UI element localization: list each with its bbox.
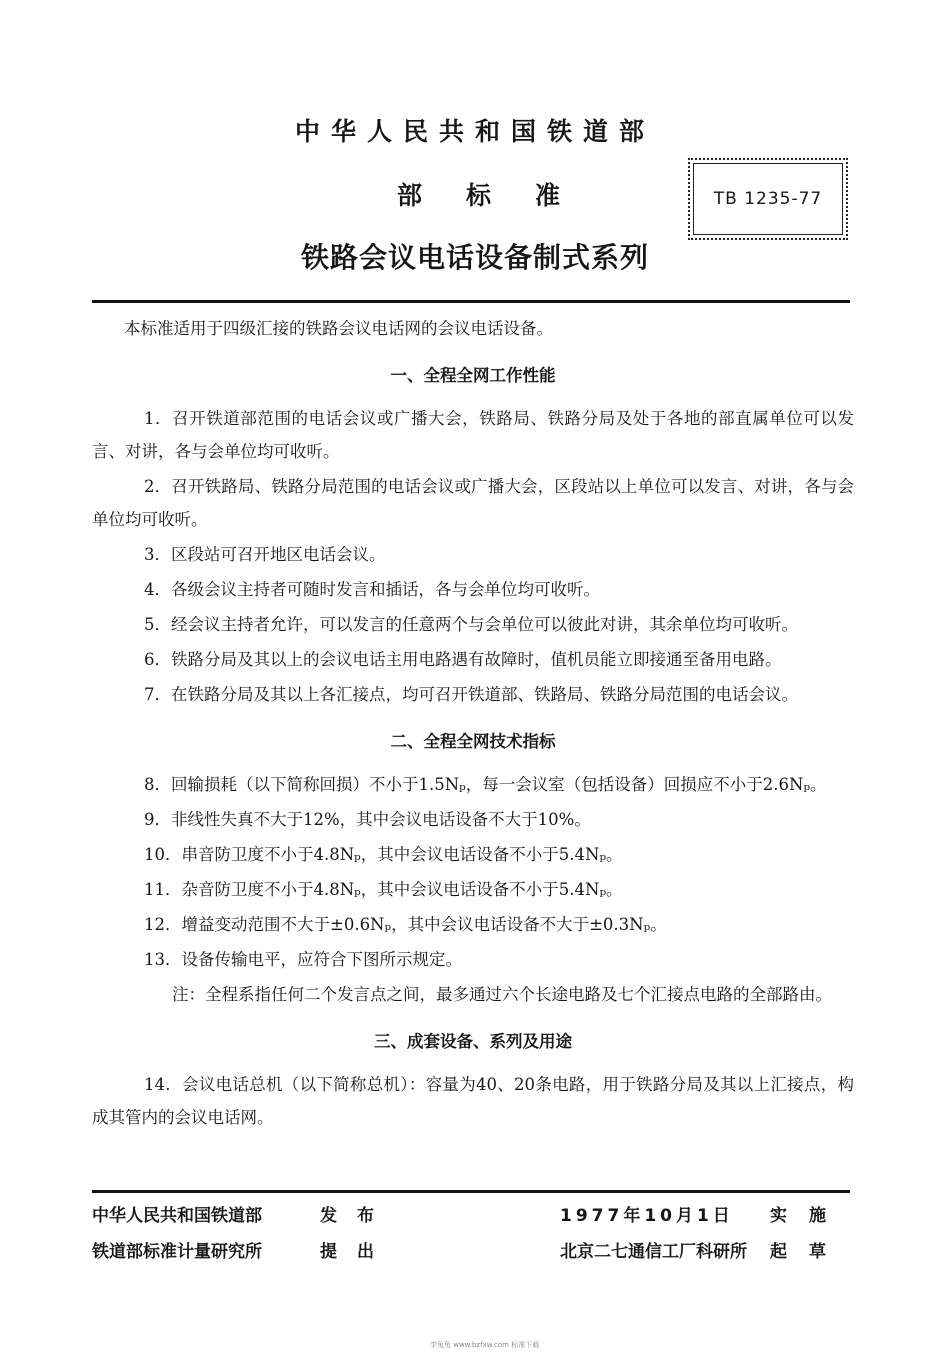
section-heading: 一、全程全网工作性能	[390, 366, 556, 385]
proposal-row	[92, 1234, 854, 1270]
drafter-action: 起草	[770, 1242, 848, 1262]
clause-7: 7．在铁路分局及其以上各汇接点，均可召开铁道部、铁路局、铁路分局范围的电话会议。	[144, 685, 798, 704]
section-heading: 三、成套设备、系列及用途	[374, 1032, 572, 1051]
standard-code-box	[688, 158, 848, 240]
drafter-org: 北京二七通信工厂科研所	[560, 1242, 747, 1262]
clause-14: 14．会议电话总机（以下简称总机）：容量为40、20条电路，用于铁路分局及其以上汇接点，构成其管内的会议电话网。	[92, 1075, 854, 1127]
clause-11: 11．杂音防卫度不小于4.8Nₚ，其中会议电话设备不小于5.4Nₚ。	[144, 880, 623, 899]
proposer-action: 提出	[320, 1242, 394, 1262]
effective-date: 1977年10月1日	[560, 1206, 734, 1226]
intro-paragraph: 本标准适用于四级汇接的铁路会议电话网的会议电话设备。	[124, 319, 553, 338]
proposer-org: 铁道部标准计量研究所	[92, 1242, 262, 1262]
clause-3: 3．区段站可召开地区电话会议。	[144, 545, 386, 564]
watermark: 学兔兔 www.bzfxw.com 标准下载	[430, 1341, 540, 1349]
clause-1: 1．召开铁道部范围的电话会议或广播大会，铁路局、铁路分局及处于各地的部直属单位可以发言、对讲，各与会单位均可收听。	[92, 409, 854, 461]
clause-8: 8．回输损耗（以下简称回损）不小于1.5Nₚ，每一会议室（包括设备）回损应不小于2.6Nₚ。	[144, 775, 827, 794]
footer-divider	[92, 1190, 850, 1193]
header-divider	[92, 300, 850, 303]
clause-note: 注：全程系指任何二个发言点之间，最多通过六个长途电路及七个汇接点电路的全部路由。	[172, 985, 832, 1004]
clause-10: 10．串音防卫度不小于4.8Nₚ，其中会议电话设备不小于5.4Nₚ。	[144, 845, 623, 864]
clause-12: 12．增益变动范围不大于±0.6Nₚ，其中会议电话设备不大于±0.3Nₚ。	[144, 915, 667, 934]
issue-row	[92, 1198, 854, 1234]
publication-info	[92, 1198, 854, 1270]
clause-13: 13．设备传输电平，应符合下图所示规定。	[144, 950, 462, 969]
issuer-org: 中华人民共和国铁道部	[92, 1206, 262, 1226]
clause-9: 9．非线性失真不大于12%，其中会议电话设备不大于10%。	[144, 810, 591, 829]
section-heading: 二、全程全网技术指标	[390, 732, 556, 751]
effective-action: 实施	[770, 1206, 848, 1226]
clause-4: 4．各级会议主持者可随时发言和插话，各与会单位均可收听。	[144, 580, 600, 599]
clause-5: 5．经会议主持者允许，可以发言的任意两个与会单位可以彼此对讲，其余单位均可收听。	[144, 615, 798, 634]
document-body	[92, 312, 854, 1136]
clause-2: 2．召开铁路局、铁路分局范围的电话会议或广播大会，区段站以上单位可以发言、对讲，各与会单位均可收听。	[92, 477, 854, 529]
clause-6: 6．铁路分局及其以上的会议电话主用电路遇有故障时，值机员能立即接通至备用电路。	[144, 650, 782, 669]
standard-code: TB 1235-77	[713, 189, 823, 209]
ministry-name: 中华人民共和国铁道部	[294, 117, 655, 146]
document-title: 铁路会议电话设备制式系列	[300, 241, 649, 274]
standard-level: 部标准	[397, 181, 605, 210]
issuer-action: 发布	[320, 1206, 394, 1226]
